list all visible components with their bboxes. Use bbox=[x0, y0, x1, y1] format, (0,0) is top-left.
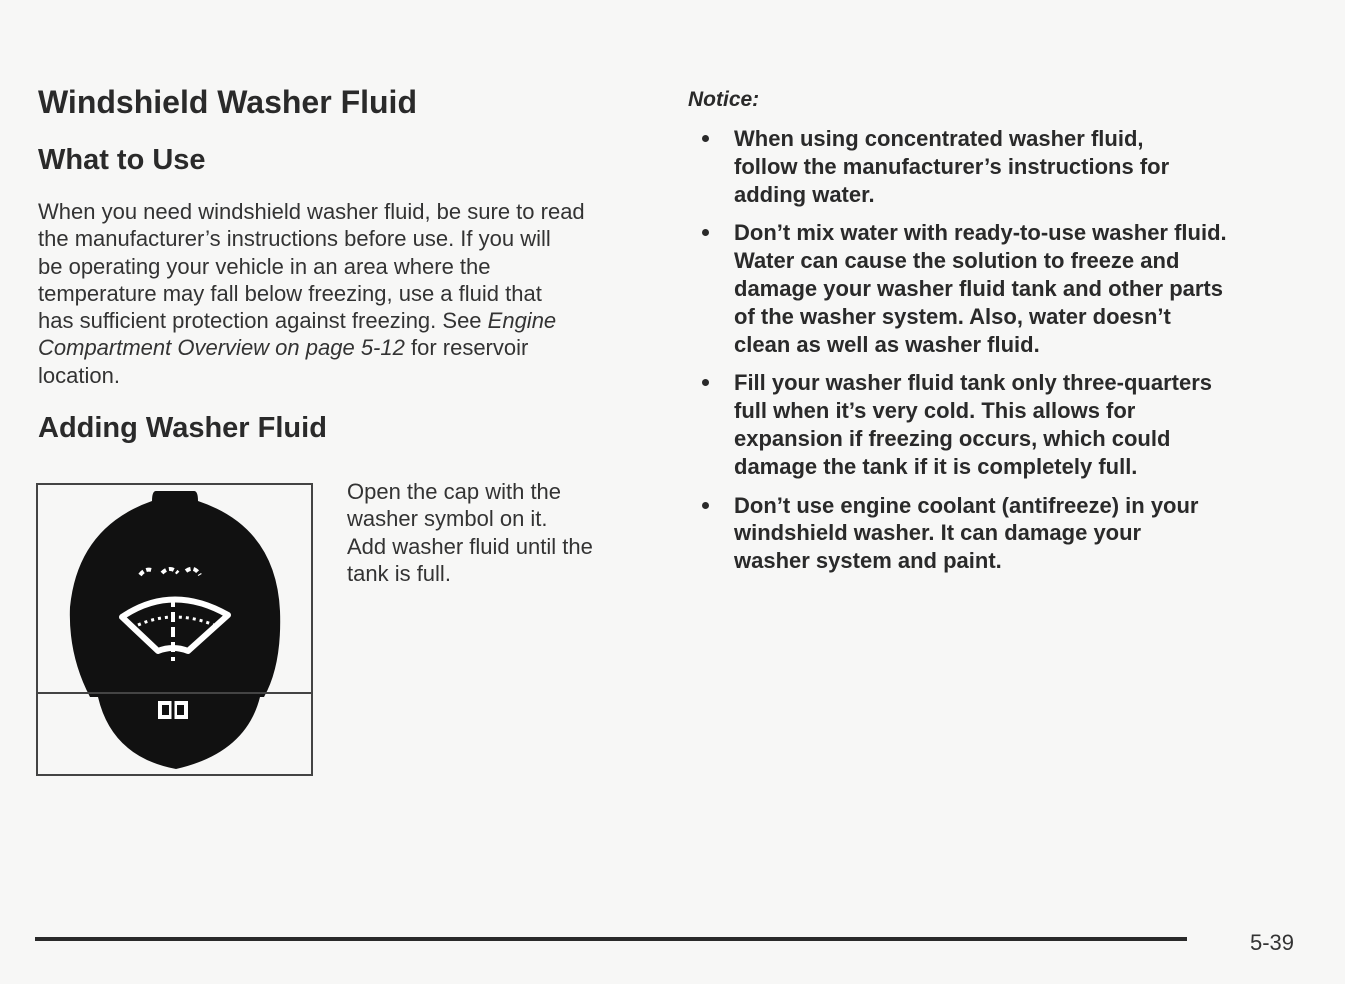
list-item-line: When using concentrated washer fluid, bbox=[734, 126, 1144, 151]
list-item-line: expansion if freezing occurs, which could bbox=[734, 425, 1171, 451]
washer-fluid-cap-icon bbox=[38, 485, 311, 774]
bullet-icon bbox=[702, 502, 709, 509]
paragraph-line-with-reference bbox=[38, 334, 648, 361]
paragraph-line-text: for reservoir bbox=[404, 335, 529, 361]
adding-fluid-caption bbox=[347, 478, 647, 587]
list-item-line: damage the tank if it is completely full. bbox=[734, 453, 1138, 479]
adding-washer-fluid-heading: Adding Washer Fluid bbox=[38, 412, 327, 444]
paragraph-line: location. bbox=[38, 362, 120, 388]
section-title: Windshield Washer Fluid bbox=[38, 84, 417, 120]
paragraph-line: When you need windshield washer fluid, be sure to read bbox=[38, 199, 585, 224]
page-number: 5-39 bbox=[1250, 930, 1295, 955]
list-item-line: of the washer system. Also, water doesn’t bbox=[734, 303, 1171, 329]
list-item-line: follow the manufacturer’s instructions for bbox=[734, 153, 1170, 179]
list-item-line: Don’t mix water with ready-to-use washer fluid. bbox=[734, 220, 1227, 246]
footer-divider bbox=[35, 937, 1187, 941]
bullet-icon bbox=[702, 135, 709, 142]
caption-line: Add washer fluid until the bbox=[347, 533, 593, 559]
paragraph-line: temperature may fall below freezing, use a fluid that bbox=[38, 280, 542, 306]
what-to-use-paragraph bbox=[38, 198, 648, 389]
list-item bbox=[700, 369, 1300, 480]
paragraph-line: the manufacturer’s instructions before use. If you will bbox=[38, 226, 551, 252]
engine-compartment-reference-link[interactable]: Engine bbox=[487, 308, 557, 334]
list-item bbox=[700, 492, 1300, 575]
paragraph-line: be operating your vehicle in an area where the bbox=[38, 253, 491, 279]
list-item-line: Water can cause the solution to freeze and bbox=[734, 248, 1180, 274]
paragraph-line-text: has sufficient protection against freezing. See bbox=[38, 308, 488, 334]
notice-label: Notice: bbox=[688, 88, 760, 111]
list-item-line: adding water. bbox=[734, 181, 875, 207]
list-item-line: windshield washer. It can damage your bbox=[734, 520, 1142, 546]
notice-list bbox=[700, 125, 1300, 586]
caption-line: tank is full. bbox=[347, 560, 451, 586]
list-item-line: washer system and paint. bbox=[734, 548, 1002, 574]
washer-cap-figure bbox=[36, 483, 313, 776]
list-item-line: damage your washer fluid tank and other parts bbox=[734, 275, 1223, 301]
caption-line: Open the cap with the bbox=[347, 479, 562, 504]
list-item-line: full when it’s very cold. This allows for bbox=[734, 398, 1136, 424]
paragraph-line-with-reference bbox=[38, 307, 648, 334]
bullet-icon bbox=[702, 229, 709, 236]
bullet-icon bbox=[702, 379, 709, 386]
what-to-use-heading: What to Use bbox=[38, 144, 206, 176]
list-item-line: Don’t use engine coolant (antifreeze) in your bbox=[734, 492, 1199, 518]
list-item bbox=[700, 219, 1300, 358]
list-item-line: Fill your washer fluid tank only three-quarters bbox=[734, 370, 1212, 396]
list-item-line: clean as well as washer fluid. bbox=[734, 331, 1040, 357]
caption-line: washer symbol on it. bbox=[347, 506, 548, 532]
engine-compartment-reference-link-continued[interactable]: Compartment Overview on page 5-12 bbox=[38, 335, 405, 361]
list-item bbox=[700, 125, 1300, 208]
